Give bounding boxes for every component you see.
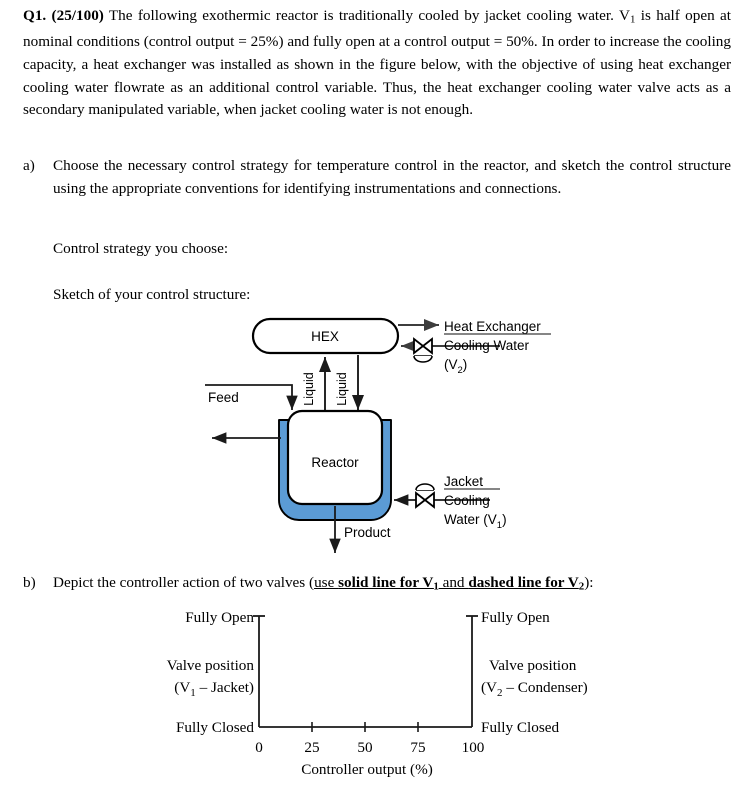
jacket-water-line3-sub: 1: [496, 520, 503, 531]
liquid-label-up: Liquid: [302, 372, 316, 406]
question-part-a: [23, 155, 731, 200]
left-axis-top-label: Fully Open: [185, 609, 254, 626]
intro-text-part1: The following exothermic reactor is traditionally cooled by jacket cooling water. V: [103, 7, 630, 24]
hex-water-line3-pre: (V: [444, 357, 458, 372]
jacket-water-line3-pre: Water (V: [444, 512, 497, 527]
x-tick-label-50: 50: [357, 739, 373, 756]
part-b-and-word: and: [438, 574, 469, 591]
part-b-bold-solid-sub: 1: [433, 580, 439, 593]
valve-bowtie-v2: [414, 339, 432, 353]
jacket-water-line1: Jacket: [444, 474, 484, 489]
v1-subscript-intro: 1: [629, 13, 636, 26]
reactor-label: Reactor: [311, 455, 359, 470]
hex-water-line3-sub: 2: [457, 365, 463, 376]
jacket-water-line3-post: ): [502, 512, 507, 527]
x-tick-label-0: 0: [255, 739, 263, 756]
liquid-label-down: Liquid: [335, 372, 349, 406]
left-axis-title-line2-post: – Jacket): [195, 679, 254, 696]
control-valve-v1-icon[interactable]: [416, 484, 434, 507]
part-b-bold-dashed-sub: 2: [578, 580, 585, 593]
control-valve-v2-icon[interactable]: [414, 339, 432, 362]
question-intro-paragraph: [23, 5, 731, 122]
part-b-marker: b): [23, 574, 36, 591]
x-axis-title: Controller output (%): [301, 761, 433, 778]
valve-bowtie-v1: [416, 493, 434, 507]
jacket-water-line2: Cooling: [444, 493, 490, 508]
hex-cooling-water-label: [444, 319, 551, 376]
hex-label: HEX: [311, 329, 339, 344]
right-axis-title-line2-pre: (V: [481, 679, 498, 696]
left-axis-title-line1: Valve position: [166, 657, 254, 674]
part-b-bold-dashed: dashed line for V: [468, 574, 579, 591]
process-flow-diagram: [0, 310, 754, 565]
part-a-text: Choose the necessary control strategy for temperature control in the reactor, and sketch the control structure using the appropriate conventions for identifying instrumentations and connections.: [53, 157, 731, 197]
part-b-lead: Depict the controller action of two valves (: [53, 574, 315, 591]
right-axis-title-line2: [481, 679, 588, 699]
plot-answer-area[interactable]: [259, 616, 472, 727]
feed-label: Feed: [208, 390, 239, 405]
hex-vessel: [253, 319, 398, 353]
left-axis-title-line2: [174, 679, 254, 699]
left-axis-title-line2-sub: 1: [190, 687, 196, 699]
x-tick-labels: [255, 739, 485, 756]
hex-water-line1: Heat Exchanger: [444, 319, 541, 334]
part-b-use-word: use: [314, 574, 339, 591]
part-b-tail: ):: [584, 574, 594, 591]
right-axis-top-label: Fully Open: [481, 609, 550, 626]
part-a-marker: a): [23, 157, 35, 174]
x-tick-label-25: 25: [304, 739, 320, 756]
valve-actuator-v2: [414, 356, 432, 362]
jacket-water-line3: [444, 512, 507, 531]
hex-water-line3: [444, 357, 467, 376]
question-part-b: [23, 572, 731, 598]
part-b-bold-solid: solid line for V: [338, 574, 434, 591]
part-b-text: [53, 572, 731, 598]
x-tick-label-100: 100: [461, 739, 485, 756]
right-axis-title-line2-sub: 2: [497, 687, 503, 699]
right-axis-title-line1: Valve position: [489, 657, 577, 674]
part-b-underlined-phrase: [314, 574, 584, 591]
product-label: Product: [344, 525, 391, 540]
valve-actuator-v1: [416, 484, 434, 490]
sketch-prompt: Sketch of your control structure:: [53, 286, 251, 303]
hex-water-line3-post: ): [462, 357, 468, 372]
right-axis-title-line2-post: – Condenser): [502, 679, 588, 696]
right-axis-bottom-label: Fully Closed: [481, 719, 560, 736]
left-axis-bottom-label: Fully Closed: [175, 719, 254, 736]
question-number: Q1. (25/100): [23, 7, 104, 24]
x-tick-label-75: 75: [410, 739, 426, 756]
intro-text-part2: is half open at nominal conditions (control output = 25%) and fully open at a control output = 50%. In order to increase the cooling capacity, a heat exchanger was installed as shown in the figure below, with the objective of using heat exchanger cooling water flowrate as an additional control variable. Thus, the heat exchanger cooling water valve acts as a secondary manipulated variable, when jacket cooling water is not enough.: [23, 7, 731, 119]
jacket-cooling-water-label: [444, 474, 507, 531]
hex-water-line2: Cooling Water: [444, 338, 530, 353]
control-strategy-prompt: Control strategy you choose:: [53, 240, 229, 257]
left-axis-title-line2-pre: (V: [174, 679, 191, 696]
valve-position-chart: [0, 596, 754, 796]
